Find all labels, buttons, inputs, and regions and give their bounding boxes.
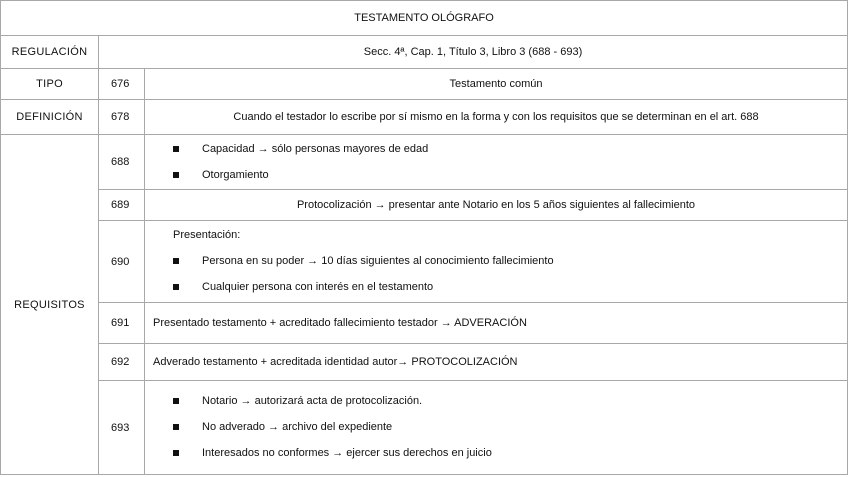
title-row [1, 1, 848, 36]
tipo-value: Testamento común [145, 69, 848, 100]
regulacion-row [1, 36, 848, 69]
requisitos-row-691 [1, 303, 848, 344]
regulacion-label: REGULACIÓN [1, 36, 99, 69]
list-item: Persona en su poder → 10 días siguientes al conocimiento fallecimiento [173, 255, 839, 268]
requisitos-row-692 [1, 344, 848, 381]
tipo-article: 676 [99, 69, 145, 100]
regulacion-value: Secc. 4ª, Cap. 1, Título 3, Libro 3 (688 - 693) [99, 36, 848, 69]
list-688 [153, 143, 839, 182]
article-688: 688 [99, 135, 145, 190]
tipo-row [1, 69, 848, 100]
definicion-row [1, 100, 848, 135]
tipo-label: TIPO [1, 69, 99, 100]
text-689: Protocolización → presentar ante Notario en los 5 años siguientes al fallecimiento [145, 190, 848, 221]
list-item: No adverado → archivo del expediente [173, 421, 839, 434]
list-item: Notario → autorizará acta de protocolización. [173, 395, 839, 408]
text-691: Presentado testamento + acreditado fallecimiento testador → ADVERACIÓN [145, 303, 848, 344]
article-692: 692 [99, 344, 145, 381]
definicion-article: 678 [99, 100, 145, 135]
requisitos-label: REQUISITOS [1, 135, 99, 475]
list-693 [153, 395, 839, 460]
article-691: 691 [99, 303, 145, 344]
definicion-value: Cuando el testador lo escribe por sí mismo en la forma y con los requisitos que se determinan en el art. 688 [145, 100, 848, 135]
list-item: Capacidad → sólo personas mayores de edad [173, 143, 839, 156]
article-690: 690 [99, 221, 145, 303]
requisitos-row-688 [1, 135, 848, 190]
requisitos-row-689 [1, 190, 848, 221]
requisitos-row-690 [1, 221, 848, 303]
text-692: Adverado testamento + acreditada identidad autor→ PROTOCOLIZACIÓN [145, 344, 848, 381]
definicion-label: DEFINICIÓN [1, 100, 99, 135]
article-689: 689 [99, 190, 145, 221]
article-693: 693 [99, 381, 145, 475]
list-item: Otorgamiento [173, 169, 839, 182]
list-690 [153, 255, 839, 294]
list-item: Cualquier persona con interés en el testamento [173, 281, 839, 294]
list-item: Interesados no conformes → ejercer sus derechos en juicio [173, 447, 839, 460]
requisitos-row-693 [1, 381, 848, 475]
table-title: TESTAMENTO OLÓGRAFO [1, 1, 848, 36]
intro-690: Presentación: [173, 229, 241, 241]
